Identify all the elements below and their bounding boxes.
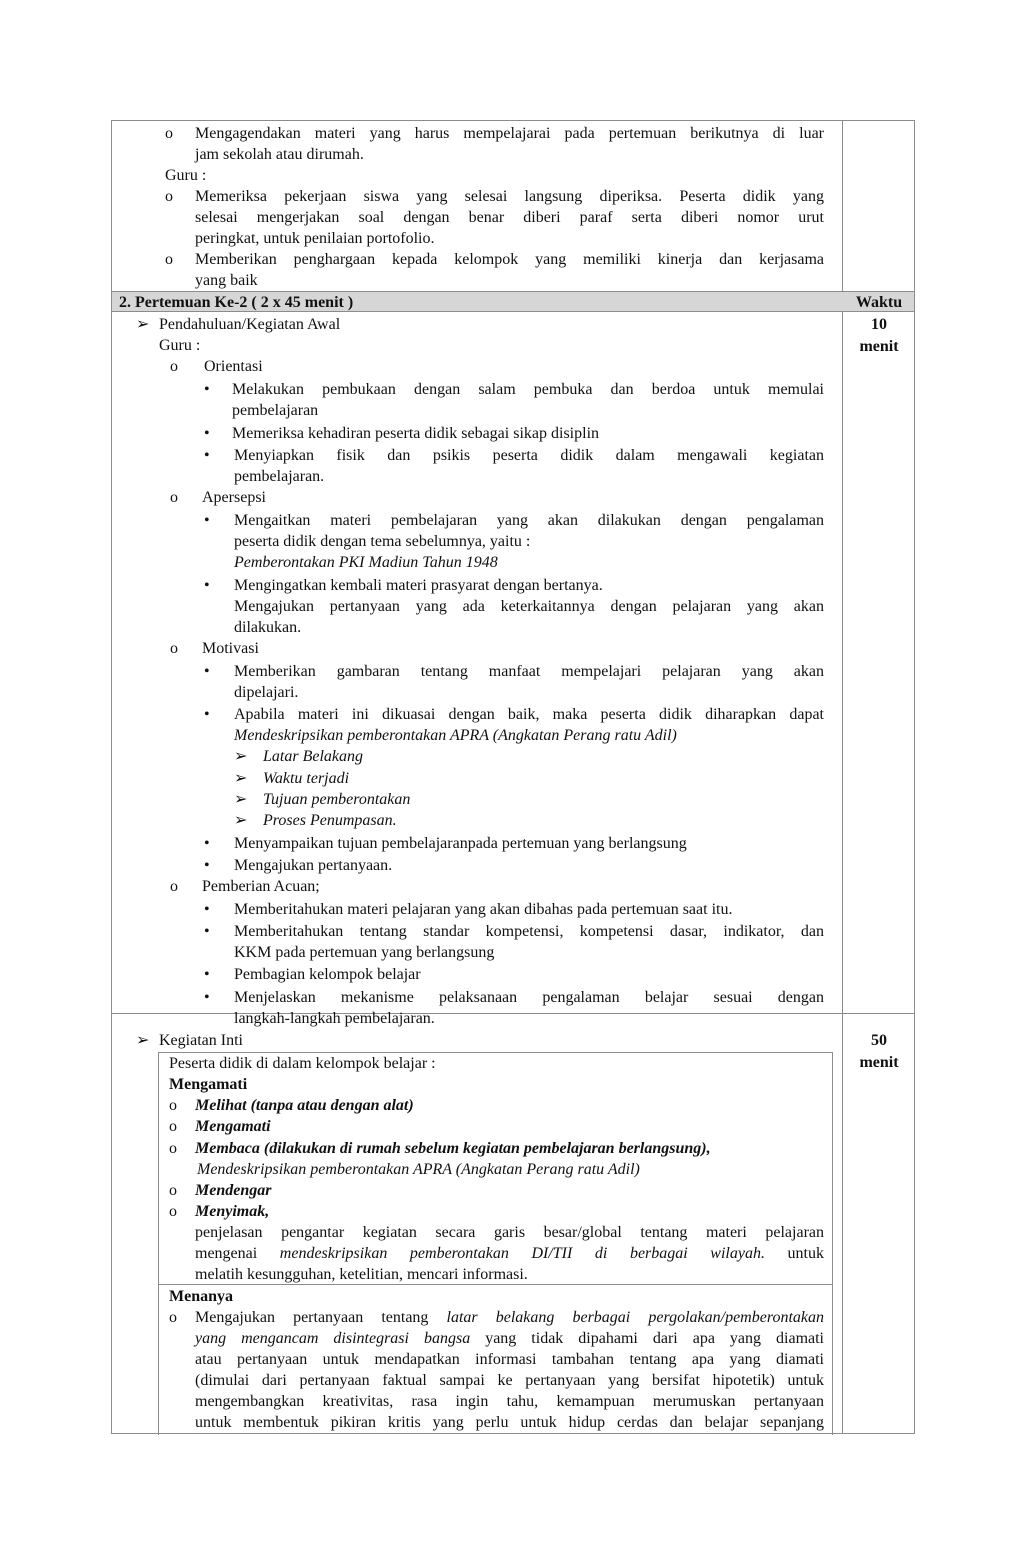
guru-label: Guru : [165, 167, 207, 184]
circle-marker: o [169, 1309, 177, 1326]
list-item: Menyampaikan tujuan pembelajaranpada pertemuan yang berlangsung [234, 835, 687, 852]
list-item: Memberikan penghargaan kepada kelompok yang memiliki kinerja dan kerjasama [195, 251, 824, 268]
circle-marker: o [170, 640, 178, 657]
list-item-cont: peringkat, untuk penilaian portofolio. [195, 230, 435, 247]
circle-marker: o [169, 1097, 177, 1114]
arrow-marker: ➢ [136, 1032, 150, 1049]
menanya-heading: Menanya [169, 1288, 233, 1305]
orientasi-heading: Orientasi [204, 358, 263, 375]
circle-marker: o [170, 489, 178, 506]
circle-marker: o [165, 251, 173, 268]
time-unit: menit [859, 1054, 899, 1071]
list-item-cont: jam sekolah atau dirumah. [195, 146, 364, 163]
arrow-marker: ➢ [234, 791, 248, 808]
sub-item: Latar Belakang [263, 748, 363, 765]
text-run: yang tidak dipahami dari apa yang diamati [470, 1330, 824, 1347]
list-item-cont: langkah-langkah pembelajaran. [234, 1010, 435, 1027]
bullet-marker: • [204, 901, 210, 918]
sub-item: Proses Penumpasan. [263, 812, 397, 829]
list-item: Mengaitkan materi pembelajaran yang akan dilakukan dengan pengalaman [234, 512, 824, 529]
list-item: Memberitahukan materi pelajaran yang akan dibahas pada pertemuan saat itu. [234, 901, 733, 918]
time-value: 10 [871, 316, 887, 333]
section-title: 2. Pertemuan Ke-2 ( 2 x 45 menit ) [119, 294, 354, 311]
bullet-marker: • [204, 381, 210, 398]
list-item: Menyiapkan fisik dan psikis peserta didik dalam mengawali kegiatan [234, 447, 824, 464]
bullet-marker: • [204, 447, 210, 464]
text-run: mengenai [195, 1245, 280, 1262]
motivasi-heading: Motivasi [202, 640, 259, 657]
circle-marker: o [170, 358, 178, 375]
list-item-cont: penjelasan pengantar kegiatan secara garis besar/global tentang materi pelajaran [195, 1224, 824, 1241]
list-item: Melihat (tanpa atau dengan alat) [195, 1097, 414, 1114]
list-item-cont: Mendeskripsikan pemberontakan APRA (Angkatan Perang ratu Adil) [234, 727, 677, 744]
list-item: Mengagendakan materi yang harus mempelajarai pada pertemuan berikutnya di luar [195, 125, 824, 142]
list-item-cont: Pemberontakan PKI Madiun Tahun 1948 [234, 554, 498, 571]
bullet-marker: • [204, 577, 210, 594]
inti-intro: Peserta didik di dalam kelompok belajar : [169, 1055, 436, 1072]
time-value: 50 [871, 1032, 887, 1049]
bullet-marker: • [204, 857, 210, 874]
list-item: Mengingatkan kembali materi prasyarat dengan bertanya. [234, 577, 603, 594]
list-item: Mengamati [195, 1118, 271, 1135]
bullet-marker: • [204, 512, 210, 529]
list-item: Memeriksa kehadiran peserta didik sebagai sikap disiplin [232, 425, 600, 442]
text-run-italic: mendeskripsikan pemberontakan DI/TII di berbagai wilayah. [279, 1245, 765, 1262]
circle-marker: o [165, 125, 173, 142]
bullet-marker: • [204, 989, 210, 1006]
list-item: Memberitahukan tentang standar kompetensi, kompetensi dasar, indikator, dan [234, 923, 824, 940]
list-item-cont: peserta didik dengan tema sebelumnya, yaitu : [234, 533, 531, 550]
list-item-cont: selesai mengerjakan soal dengan benar diberi paraf serta diberi nomor urut [195, 209, 824, 226]
circle-marker: o [169, 1182, 177, 1199]
text-run-italic: latar belakang berbagai pergolakan/pemberontakan [446, 1309, 825, 1326]
list-item-cont: (dimulai dari pertanyaan faktual sampai ke pertanyaan yang bersifat hipotetik) untuk [195, 1372, 824, 1389]
row-divider [112, 1013, 914, 1014]
pendahuluan-title: Pendahuluan/Kegiatan Awal [159, 316, 341, 333]
inti-title: Kegiatan Inti [159, 1032, 243, 1049]
lesson-plan-table [111, 120, 915, 1434]
list-item: Apabila materi ini dikuasai dengan baik, maka peserta didik diharapkan dapat [234, 706, 824, 723]
bullet-marker: • [204, 663, 210, 680]
list-item: Membaca (dilakukan di rumah sebelum kegiatan pembelajaran berlangsung), [195, 1140, 711, 1157]
list-item-cont [195, 1243, 824, 1264]
list-item-cont: pembelajaran [232, 402, 319, 419]
list-item: Menyimak, [195, 1203, 270, 1220]
list-item-cont [195, 1328, 824, 1349]
mengamati-heading: Mengamati [169, 1076, 248, 1093]
acuan-heading: Pemberian Acuan; [202, 878, 320, 895]
list-item: Memberikan gambaran tentang manfaat mempelajari pelajaran yang akan [234, 663, 824, 680]
text-run: Mengajukan pertanyaan tentang [195, 1309, 447, 1326]
apersepsi-heading: Apersepsi [202, 489, 266, 506]
text-run: untuk [764, 1245, 825, 1262]
circle-marker: o [165, 188, 173, 205]
circle-marker: o [170, 878, 178, 895]
list-item-cont: melatih kesungguhan, ketelitian, mencari informasi. [195, 1266, 528, 1283]
bullet-marker: • [204, 923, 210, 940]
list-item-cont: Mengajukan pertanyaan yang ada keterkaitannya dengan pelajaran yang akan [234, 598, 824, 615]
list-item-cont: mengembangkan kreativitas, rasa ingin tahu, kemampuan merumuskan pertanyaan [195, 1393, 824, 1410]
bullet-marker: • [204, 706, 210, 723]
arrow-marker: ➢ [234, 770, 248, 787]
list-item-cont: yang baik [195, 272, 258, 289]
circle-marker: o [169, 1203, 177, 1220]
sub-item: Tujuan pemberontakan [263, 791, 411, 808]
waktu-header: Waktu [855, 294, 903, 311]
arrow-marker: ➢ [136, 316, 150, 333]
list-item-cont: untuk membentuk pikiran kritis yang perlu untuk hidup cerdas dan belajar sepanjang [195, 1414, 824, 1431]
text-run-italic: yang mengancam disintegrasi bangsa [195, 1330, 471, 1347]
list-item: Memeriksa pekerjaan siswa yang selesai langsung diperiksa. Peserta didik yang [195, 188, 824, 205]
list-item: Mengajukan pertanyaan. [234, 857, 393, 874]
list-item-cont: dipelajari. [234, 684, 299, 701]
circle-marker: o [169, 1140, 177, 1157]
list-item: Melakukan pembukaan dengan salam pembuka dan berdoa untuk memulai [232, 381, 824, 398]
sub-item: Waktu terjadi [263, 770, 350, 787]
list-item-cont: atau pertanyaan untuk mendapatkan informasi tambahan tentang apa yang diamati [195, 1351, 824, 1368]
list-item: Menjelaskan mekanisme pelaksanaan pengalaman belajar sesuai dengan [234, 989, 824, 1006]
arrow-marker: ➢ [234, 748, 248, 765]
list-item-cont: pembelajaran. [234, 468, 325, 485]
list-item-cont: KKM pada pertemuan yang berlangsung [234, 944, 495, 961]
circle-marker: o [169, 1118, 177, 1135]
bullet-marker: • [204, 425, 210, 442]
list-item: Pembagian kelompok belajar [234, 966, 421, 983]
list-item-cont: dilakukan. [234, 619, 302, 636]
bullet-marker: • [204, 966, 210, 983]
list-item: Mendengar [195, 1182, 272, 1199]
arrow-marker: ➢ [234, 812, 248, 829]
bullet-marker: • [204, 835, 210, 852]
list-item-cont: Mendeskripsikan pemberontakan APRA (Angkatan Perang ratu Adil) [197, 1161, 640, 1178]
list-item [195, 1307, 824, 1328]
time-unit: menit [859, 338, 899, 355]
guru-label: Guru : [159, 337, 201, 354]
